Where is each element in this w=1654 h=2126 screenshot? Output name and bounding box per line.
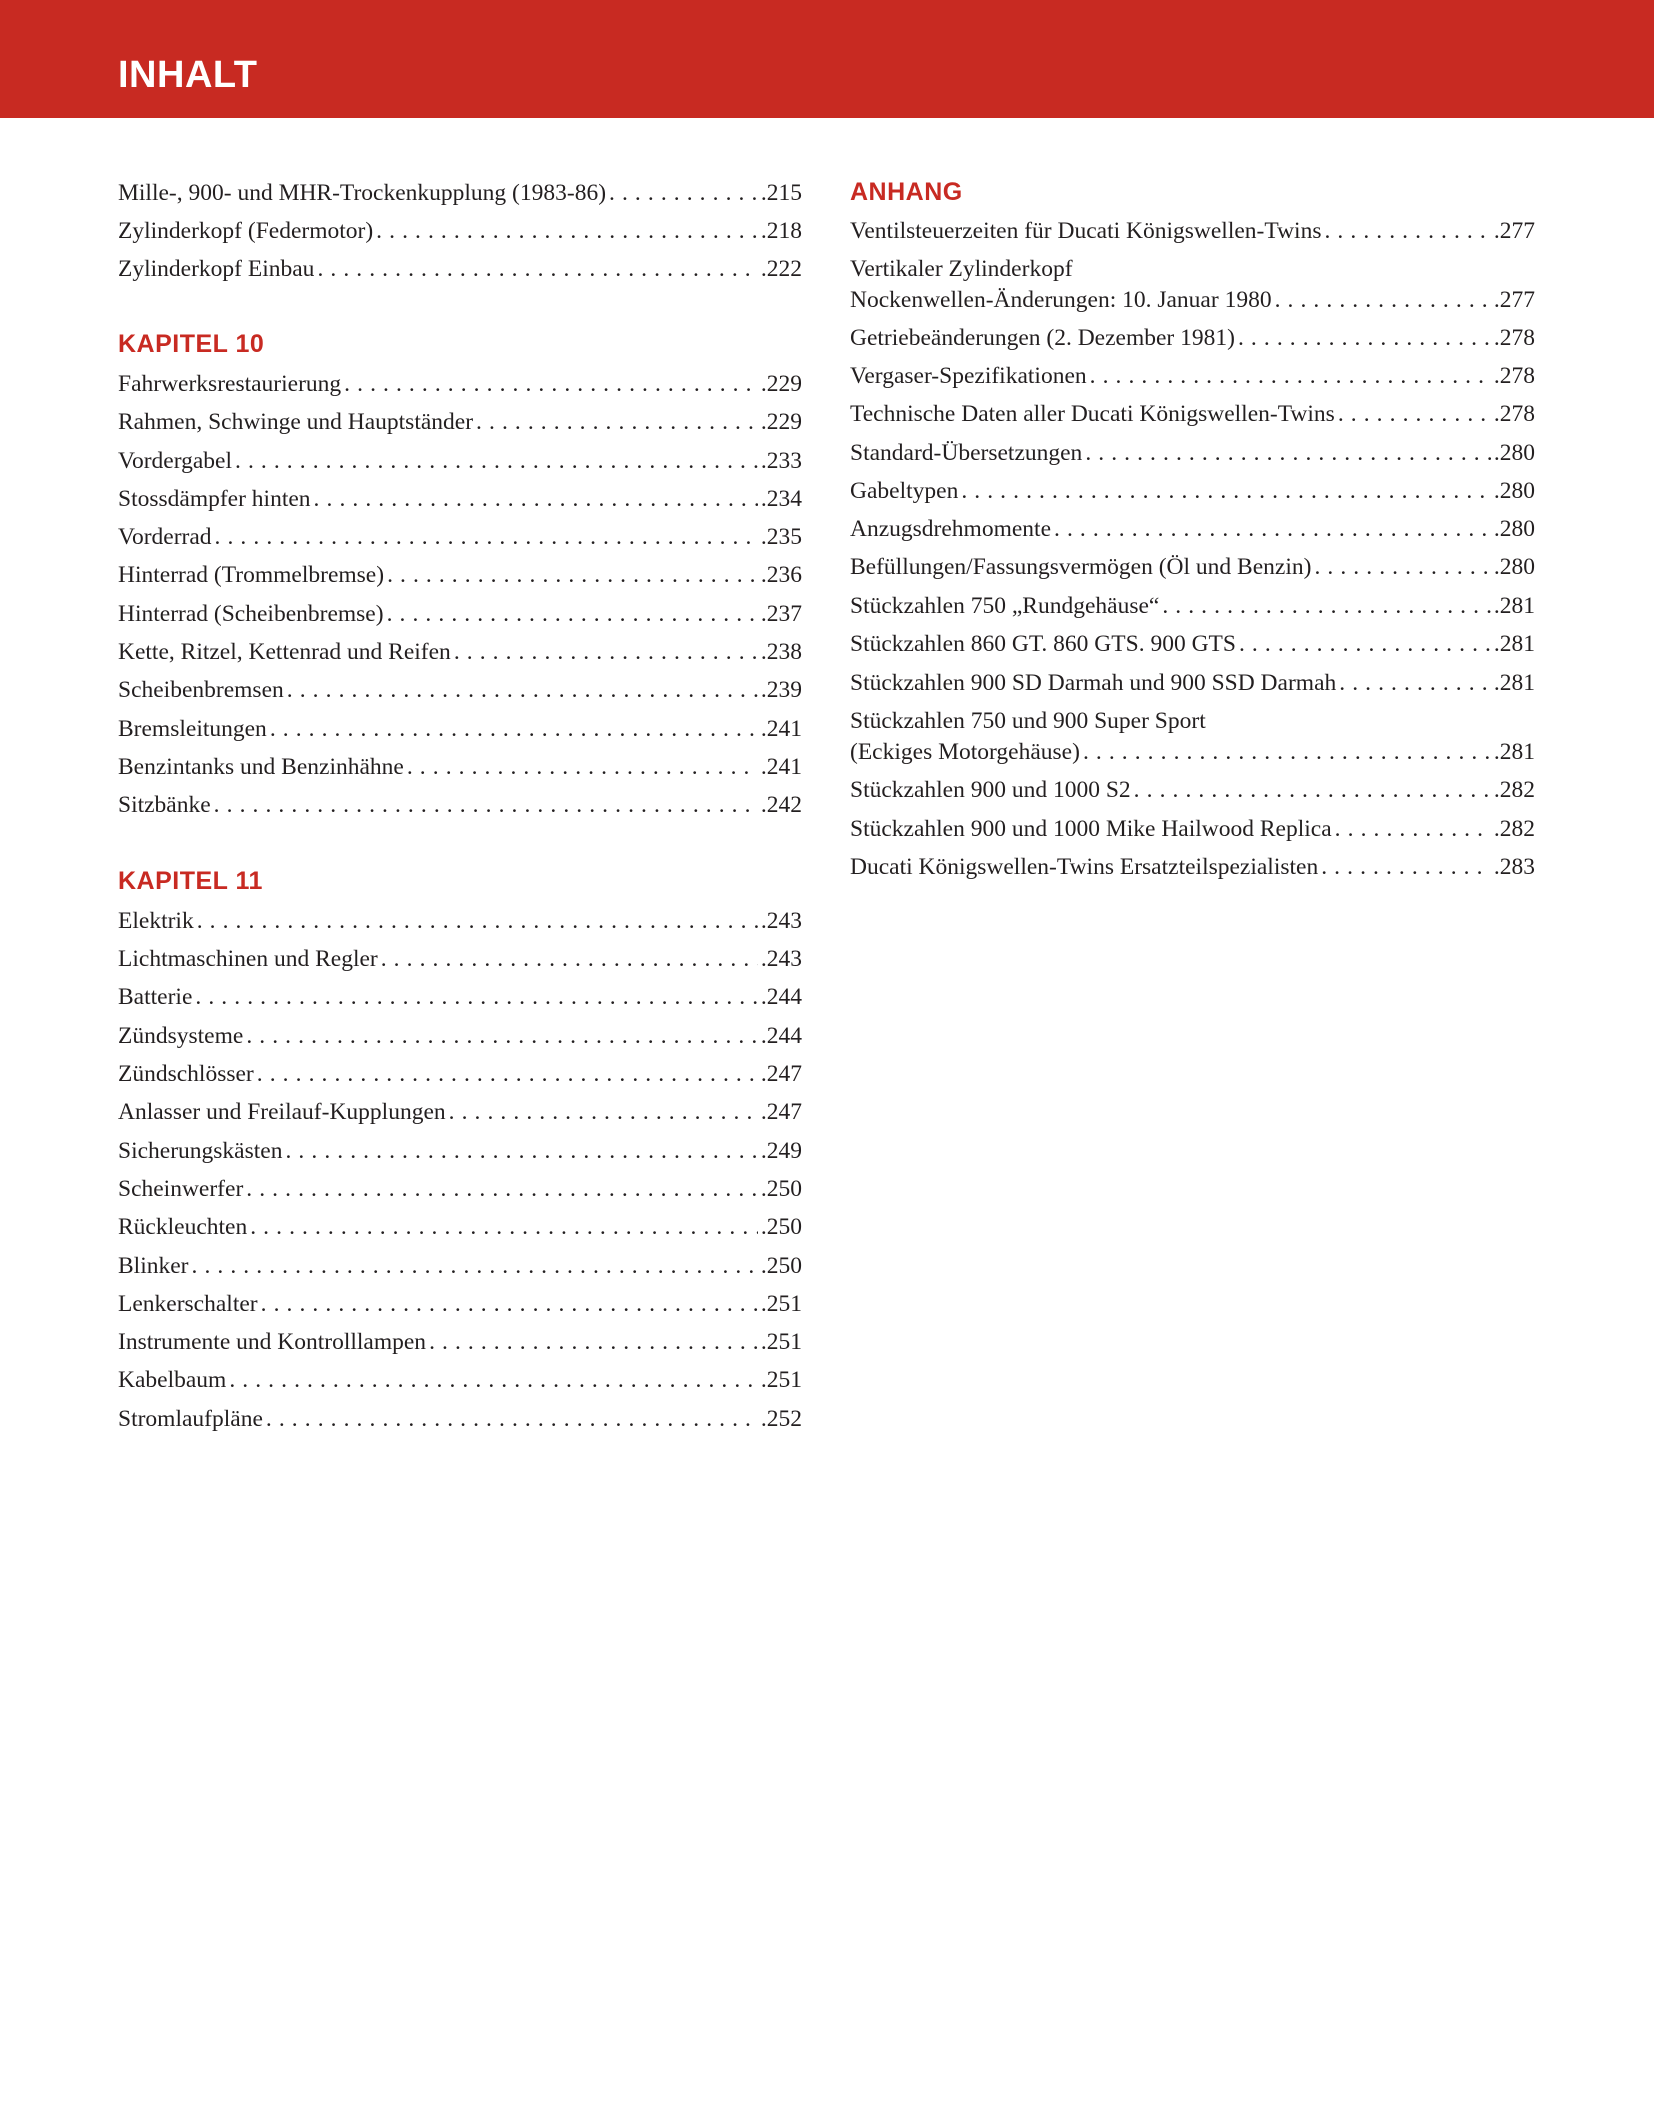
toc-entry-page: .238 [760,639,802,665]
toc-entry-title: Kette, Ritzel, Kettenrad und Reifen [118,639,451,665]
toc-entry-page: .229 [760,409,802,435]
toc-leader-dots [317,253,757,285]
toc-entry-page: .252 [760,1406,802,1432]
toc-leader-dots [215,521,758,553]
toc-entry[interactable] [118,713,802,745]
toc-entry-page: .244 [760,984,802,1010]
toc-leader-dots [1054,513,1491,545]
toc-entry[interactable] [850,590,1535,622]
toc-entry[interactable] [118,445,802,477]
toc-entry-title: Standard-Übersetzungen [850,440,1083,466]
toc-entry-title: Zündsysteme [118,1023,244,1049]
toc-entry-page: .247 [760,1099,802,1125]
toc-entry[interactable] [118,789,802,821]
toc-entry-page: .242 [760,792,802,818]
toc-entry-page: .241 [760,716,802,742]
toc-entry[interactable] [850,254,1535,316]
toc-entry-page: .229 [760,371,802,397]
toc-entry-title: Stückzahlen 900 und 1000 S2 [850,777,1131,803]
toc-entry-page: .233 [760,448,802,474]
toc-entry[interactable] [850,475,1535,507]
toc-entry-title: Ventilsteuerzeiten für Ducati Königswellen-Twins [850,218,1322,244]
toc-leader-dots [476,406,758,438]
toc-entry-page: .249 [760,1138,802,1164]
toc-entry-title: Bremsleitungen [118,716,267,742]
toc-entry-page: .236 [760,562,802,588]
toc-entry-page: .251 [760,1291,802,1317]
toc-entry-title: Mille-, 900- und MHR-Trockenkupplung (1983-86) [118,180,607,206]
toc-entry-page: .277 [1493,218,1535,244]
toc-leader-dots [376,215,758,247]
toc-entry[interactable] [118,253,802,285]
toc-entry-title: Scheibenbremsen [118,677,284,703]
toc-entry[interactable] [850,398,1535,430]
toc-entry[interactable] [118,636,802,668]
toc-entry-page: .250 [760,1176,802,1202]
toc-entry[interactable] [118,1211,802,1243]
toc-leader-dots [1090,360,1491,392]
toc-entry[interactable] [850,551,1535,583]
toc-entry-page: .280 [1493,516,1535,542]
toc-entry-page: .215 [760,180,802,206]
toc-entry[interactable] [850,322,1535,354]
toc-entry[interactable] [850,851,1535,883]
toc-entry[interactable] [118,751,802,783]
toc-leader-dots [449,1096,758,1128]
toc-entry[interactable] [118,1326,802,1358]
toc-entry[interactable] [850,437,1535,469]
toc-entry-page: .239 [760,677,802,703]
toc-entry-page: .243 [760,908,802,934]
toc-entry-page: .234 [760,486,802,512]
toc-leader-dots [287,674,758,706]
toc-leader-dots [1275,285,1491,316]
toc-entry-page: .250 [760,1253,802,1279]
toc-entry[interactable] [850,706,1535,768]
toc-entry[interactable] [118,1288,802,1320]
toc-entry[interactable] [118,1403,802,1435]
toc-entry-title: Rückleuchten [118,1214,248,1240]
toc-entry-title: Zylinderkopf (Federmotor) [118,218,374,244]
toc-leader-dots [407,751,758,783]
toc-entry-title: Kabelbaum [118,1367,227,1393]
toc-leader-dots [270,713,758,745]
toc-leader-dots [214,789,758,821]
toc-entry[interactable] [850,667,1535,699]
toc-leader-dots [285,1135,757,1167]
toc-entry[interactable] [118,1058,802,1090]
toc-entry-title: Scheinwerfer [118,1176,244,1202]
toc-entry-page: .247 [760,1061,802,1087]
toc-entry[interactable] [850,628,1535,660]
toc-entry[interactable] [118,215,802,247]
toc-entry[interactable] [850,813,1535,845]
toc-entry-page: .237 [760,601,802,627]
toc-leader-dots [197,905,758,937]
toc-entry-title-continued: Nockenwellen-Änderungen: 10. Januar 1980 [850,287,1272,313]
toc-leader-dots [250,1211,758,1243]
toc-entry-page: .280 [1493,478,1535,504]
toc-entry-page: .280 [1493,554,1535,580]
toc-leader-dots [387,559,758,591]
toc-leader-dots [1338,398,1491,430]
toc-entry[interactable] [850,774,1535,806]
toc-entry-title: Getriebeänderungen (2. Dezember 1981) [850,325,1235,351]
toc-entry-page: .277 [1493,287,1535,313]
appendix-heading: ANHANG [850,178,963,206]
toc-entry[interactable] [118,674,802,706]
toc-entry-title: Batterie [118,984,193,1010]
toc-leader-dots [246,1020,758,1052]
toc-entry-title: Lenkerschalter [118,1291,258,1317]
toc-entry-title: Technische Daten aller Ducati Königswellen-Twins [850,401,1335,427]
toc-entry[interactable] [118,1364,802,1396]
toc-leader-dots [1239,628,1491,660]
toc-entry[interactable] [118,943,802,975]
toc-entry-page: .251 [760,1329,802,1355]
toc-entry-page: .218 [760,218,802,244]
toc-leader-dots [195,981,757,1013]
toc-entry[interactable] [850,360,1535,392]
toc-entry-title: Anzugsdrehmomente [850,516,1052,542]
page-title: INHALT [118,54,258,96]
chapter-11-heading: KAPITEL 11 [118,867,263,895]
toc-entry-page: .251 [760,1367,802,1393]
toc-entry[interactable] [118,406,802,438]
toc-entry-title: Stückzahlen 750 „Rundgehäuse“ [850,593,1160,619]
toc-leader-dots [609,177,758,209]
toc-entry[interactable] [118,1173,802,1205]
toc-entry[interactable] [118,559,802,591]
toc-entry-page: .250 [760,1214,802,1240]
toc-entry-title: Zylinderkopf Einbau [118,256,315,282]
toc-entry-title: Vorderrad [118,524,212,550]
toc-entry-page: .281 [1493,631,1535,657]
toc-leader-dots [1162,590,1491,622]
toc-entry-title: Benzintanks und Benzinhähne [118,754,404,780]
toc-leader-dots [1321,851,1491,883]
toc-entry[interactable] [118,1096,802,1128]
toc-entry-page: .281 [1493,670,1535,696]
toc-entry-page: .241 [760,754,802,780]
toc-entry-page: .283 [1493,854,1535,880]
toc-entry-title: Stossdämpfer hinten [118,486,311,512]
toc-leader-dots [1335,813,1491,845]
toc-leader-dots [1083,737,1491,768]
toc-entry-title: Zündschlösser [118,1061,254,1087]
toc-entry-page: .281 [1493,593,1535,619]
toc-leader-dots [246,1173,758,1205]
toc-entry-title: Lichtmaschinen und Regler [118,946,378,972]
toc-leader-dots [344,368,758,400]
toc-entry-page: .244 [760,1023,802,1049]
toc-leader-dots [1085,437,1491,469]
toc-leader-dots [1314,551,1490,583]
toc-leader-dots [266,1403,758,1435]
header-bar [0,0,1654,118]
toc-entry-title: Elektrik [118,908,194,934]
toc-entry-title: Gabeltypen [850,478,959,504]
toc-entry-page: .222 [760,256,802,282]
toc-entry-page: .278 [1493,325,1535,351]
toc-entry-title: Ducati Königswellen-Twins Ersatzteilspezialisten [850,854,1319,880]
toc-entry-title: Stromlaufpläne [118,1406,263,1432]
toc-leader-dots [1324,215,1490,247]
toc-entry-page: .281 [1493,739,1535,765]
toc-entry-title: Stückzahlen 900 und 1000 Mike Hailwood Replica [850,816,1332,842]
toc-entry-title: Stückzahlen 900 SD Darmah und 900 SSD Darmah [850,670,1337,696]
toc-entry[interactable] [118,1020,802,1052]
toc-leader-dots [235,445,758,477]
toc-leader-dots [192,1250,758,1282]
toc-entry-title: Rahmen, Schwinge und Hauptständer [118,409,474,435]
toc-entry-title-continued: (Eckiges Motorgehäuse) [850,739,1080,765]
toc-leader-dots [257,1058,758,1090]
toc-leader-dots [1238,322,1491,354]
toc-leader-dots [229,1364,758,1396]
toc-entry-title: Hinterrad (Trommelbremse) [118,562,385,588]
toc-leader-dots [454,636,758,668]
toc-entry[interactable] [118,598,802,630]
toc-entry-title: Vertikaler Zylinderkopf [850,256,1073,282]
toc-entry[interactable] [118,177,802,209]
toc-entry[interactable] [850,215,1535,247]
toc-entry-page: .235 [760,524,802,550]
toc-entry-page: .243 [760,946,802,972]
toc-entry-page: .278 [1493,363,1535,389]
toc-leader-dots [961,475,1491,507]
toc-entry-title: Vordergabel [118,448,232,474]
chapter-10-heading: KAPITEL 10 [118,330,265,358]
toc-entry[interactable] [118,905,802,937]
toc-entry-title: Sitzbänke [118,792,211,818]
toc-leader-dots [381,943,758,975]
toc-entry-title: Vergaser-Spezifikationen [850,363,1087,389]
toc-entry[interactable] [118,1250,802,1282]
toc-entry-title: Blinker [118,1253,189,1279]
toc-entry[interactable] [850,513,1535,545]
toc-entry-title: Instrumente und Kontrolllampen [118,1329,427,1355]
toc-entry-title: Sicherungskästen [118,1138,283,1164]
toc-leader-dots [1134,774,1491,806]
toc-entry[interactable] [118,483,802,515]
toc-entry-title: Anlasser und Freilauf-Kupplungen [118,1099,446,1125]
toc-entry-page: .280 [1493,440,1535,466]
toc-leader-dots [261,1288,758,1320]
toc-leader-dots [387,598,758,630]
toc-entry[interactable] [118,368,802,400]
toc-entry-title: Fahrwerksrestaurierung [118,371,342,397]
toc-entry-page: .278 [1493,401,1535,427]
toc-entry[interactable] [118,981,802,1013]
toc-entry[interactable] [118,521,802,553]
toc-leader-dots [429,1326,758,1358]
toc-entry-title: Hinterrad (Scheibenbremse) [118,601,384,627]
toc-entry-title: Stückzahlen 860 GT. 860 GTS. 900 GTS [850,631,1236,657]
toc-entry-page: .282 [1493,777,1535,803]
toc-leader-dots [314,483,758,515]
toc-leader-dots [1339,667,1491,699]
toc-entry[interactable] [118,1135,802,1167]
toc-entry-title: Befüllungen/Fassungsvermögen (Öl und Benzin) [850,554,1312,580]
toc-entry-title: Stückzahlen 750 und 900 Super Sport [850,708,1206,734]
toc-entry-page: .282 [1493,816,1535,842]
